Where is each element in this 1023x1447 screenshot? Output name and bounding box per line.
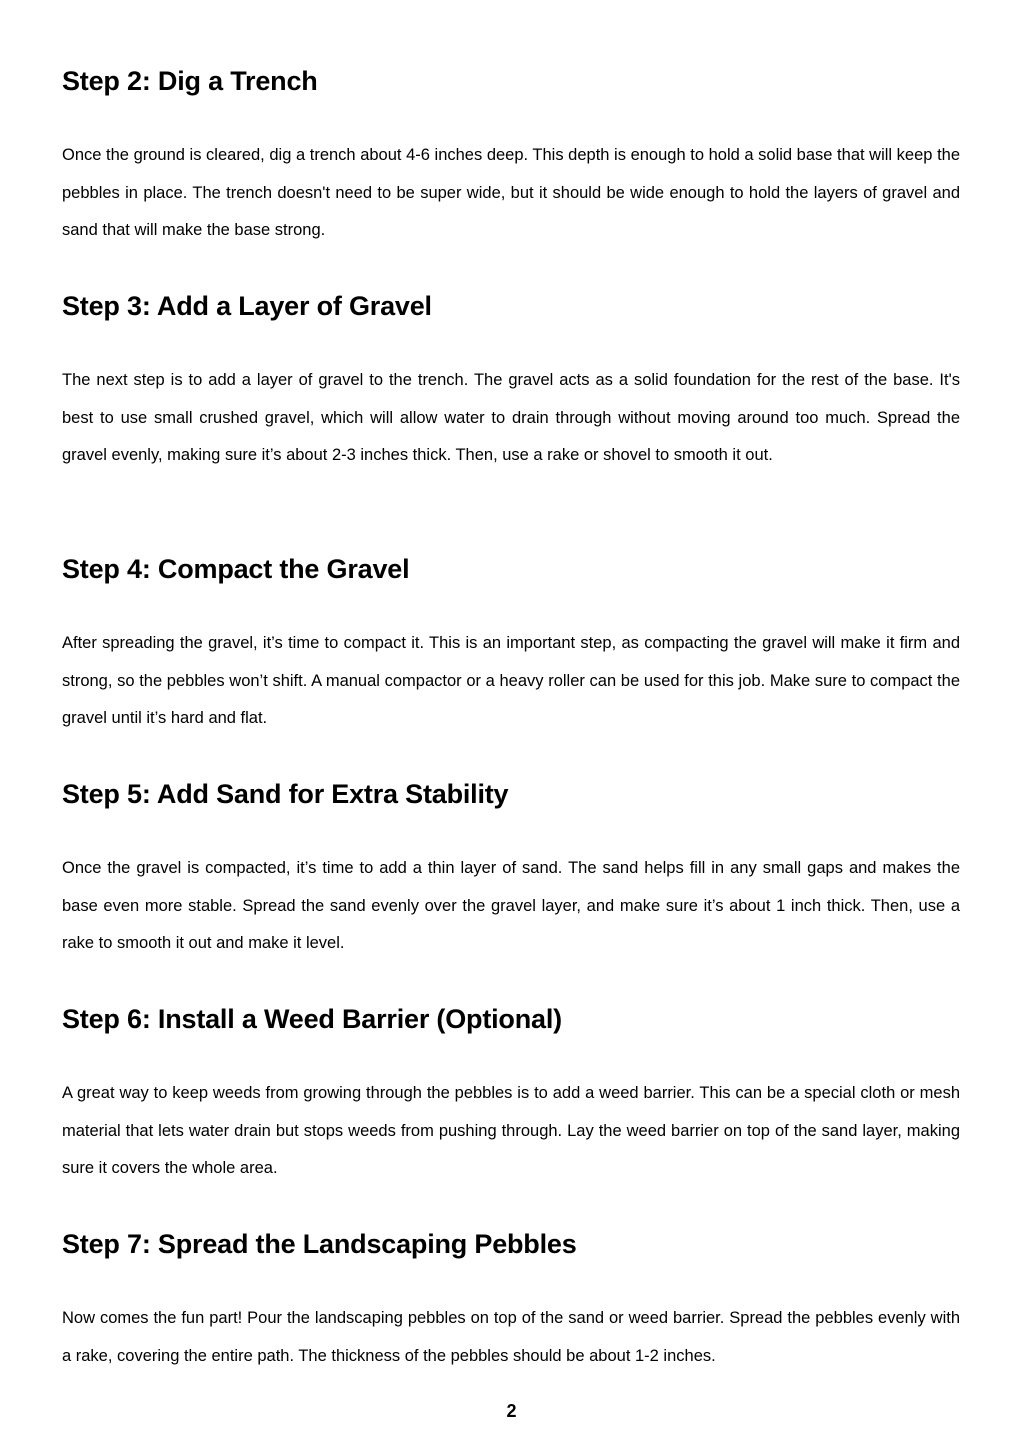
section-body: Now comes the fun part! Pour the landscaping pebbles on top of the sand or weed barrier. Spread the pebbles evenly with a rake, covering the entire path. The thickness of the pebbles should be about 1-2 inches.: [62, 1309, 960, 1365]
section-heading: Step 3: Add a Layer of Gravel: [62, 291, 432, 321]
section-heading: Step 4: Compact the Gravel: [62, 554, 410, 584]
section-body: Once the ground is cleared, dig a trench about 4-6 inches deep. This depth is enough to hold a solid base that will keep the pebbles in place. The trench doesn't need to be super wide, but it should be wide enough to hold the layers of gravel and sand that will make the base strong.: [62, 146, 960, 239]
section-body: A great way to keep weeds from growing through the pebbles is to add a weed barrier. This can be a special cloth or mesh material that lets water drain but stops weeds from pushing through. Lay the weed barrier on top of the sand layer, making sure it covers the whole area.: [62, 1084, 960, 1177]
section-heading: Step 6: Install a Weed Barrier (Optional): [62, 1004, 562, 1034]
section-step-6: [62, 1002, 960, 1177]
section-step-2: [62, 64, 960, 239]
page-number: 2: [506, 1401, 517, 1421]
section-heading: Step 7: Spread the Landscaping Pebbles: [62, 1229, 577, 1259]
section-step-5: [62, 777, 960, 952]
section-step-4: [62, 552, 960, 727]
section-heading: Step 2: Dig a Trench: [62, 66, 318, 96]
section-step-7: [62, 1227, 960, 1365]
section-body: After spreading the gravel, it’s time to compact it. This is an important step, as compacting the gravel will make it firm and strong, so the pebbles won’t shift. A manual compactor or a heavy roller can be used for this job. Make sure to compact the gravel until it’s hard and flat.: [62, 634, 960, 727]
section-body: The next step is to add a layer of gravel to the trench. The gravel acts as a solid foundation for the rest of the base. It's best to use small crushed gravel, which will allow water to drain through without moving around too much. Spread the gravel evenly, making sure it’s about 2-3 inches thick. Then, use a rake or shovel to smooth it out.: [62, 371, 960, 464]
section-body: Once the gravel is compacted, it’s time to add a thin layer of sand. The sand helps fill in any small gaps and makes the base even more stable. Spread the sand evenly over the gravel layer, and make sure it’s about 1 inch thick. Then, use a rake to smooth it out and make it level.: [62, 859, 960, 952]
section-step-3: [62, 289, 960, 464]
section-heading: Step 5: Add Sand for Extra Stability: [62, 779, 509, 809]
